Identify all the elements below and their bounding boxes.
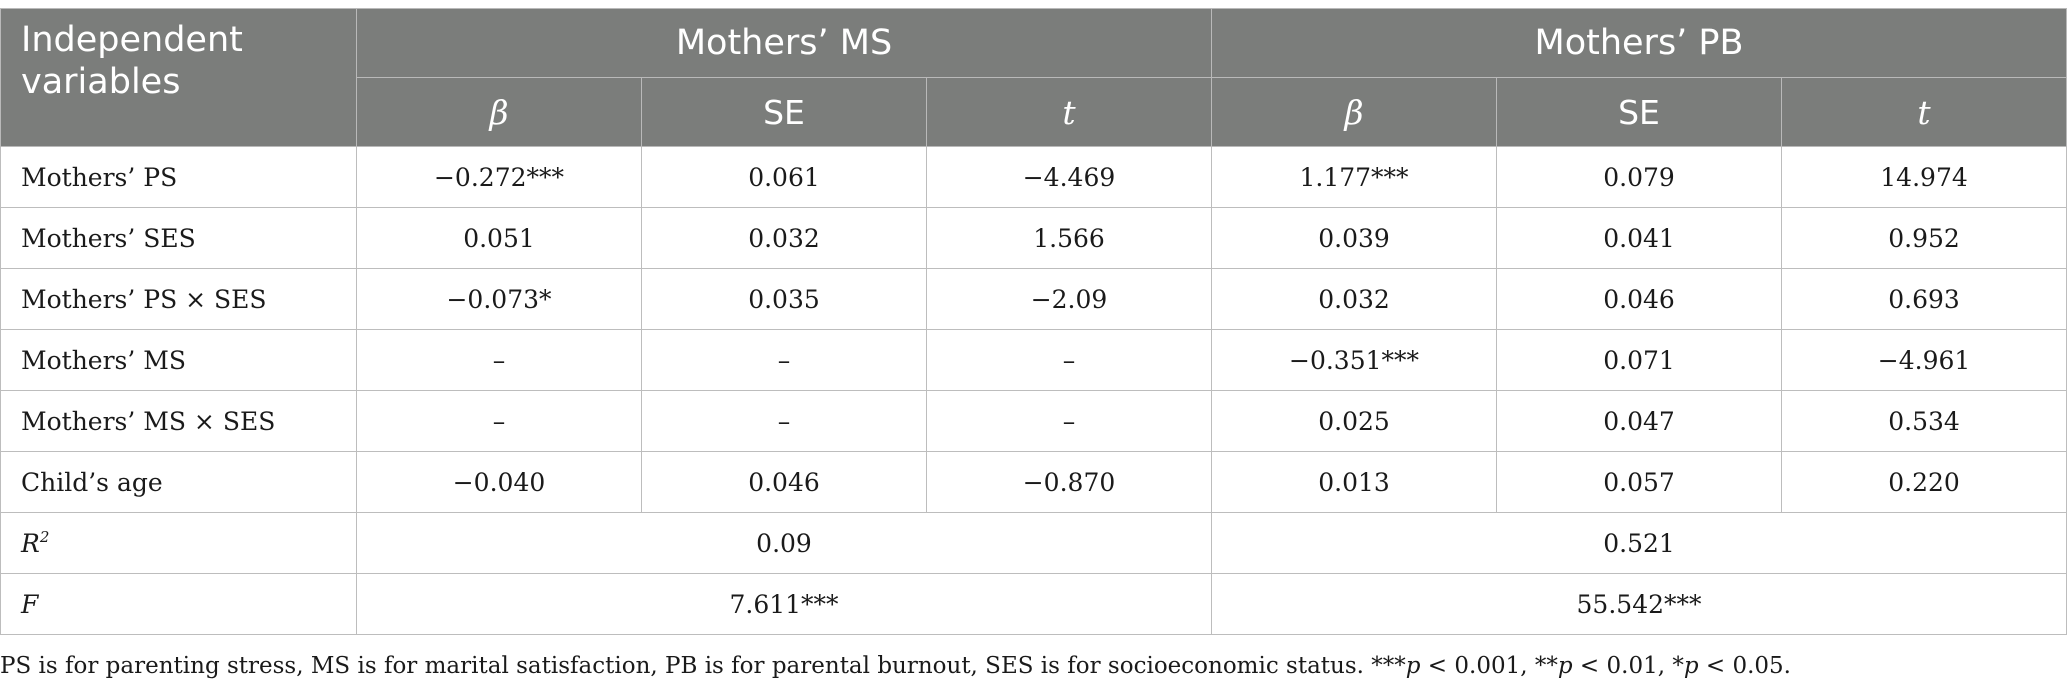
cell-pb-beta: 0.025 [1212,391,1497,452]
row-label: Mothers’ PS [1,147,357,208]
cell-pb-beta: 0.039 [1212,208,1497,269]
cell-pb-beta: 1.177*** [1212,147,1497,208]
header-ms-se: SE [642,78,927,147]
cell-ms-t: – [927,330,1212,391]
cell-pb-t: −4.961 [1782,330,2067,391]
table-footnote [0,653,1791,679]
table-row [1,269,2067,330]
row-label-f: F [1,574,357,635]
cell-ms-t: −0.870 [927,452,1212,513]
cell-ms-t: – [927,391,1212,452]
regression-table-container [0,8,2067,635]
cell-ms-beta: – [357,391,642,452]
row-label: Mothers’ PS × SES [1,269,357,330]
header-group-mothers-pb: Mothers’ PB [1212,9,2067,78]
cell-ms-se: 0.032 [642,208,927,269]
header-pb-t: t [1782,78,2067,147]
cell-pb-beta: 0.032 [1212,269,1497,330]
header-pb-beta: β [1212,78,1497,147]
footnote-stars-2: ** [1534,653,1558,679]
footnote-threshold-2: < 0.01, [1572,653,1673,679]
cell-ms-t: −4.469 [927,147,1212,208]
cell-pb-se: 0.079 [1497,147,1782,208]
regression-table [0,8,2067,635]
footnote-stars-3: *** [1371,653,1406,679]
table-row [1,391,2067,452]
cell-r2-ms: 0.09 [357,513,1212,574]
footnote-p-2: p [1557,653,1573,679]
cell-pb-se: 0.041 [1497,208,1782,269]
table-row [1,147,2067,208]
cell-ms-beta: 0.051 [357,208,642,269]
cell-ms-se: 0.061 [642,147,927,208]
row-label-r2 [1,513,357,574]
cell-pb-t: 0.693 [1782,269,2067,330]
cell-f-ms: 7.611*** [357,574,1212,635]
row-label: Mothers’ MS × SES [1,391,357,452]
cell-pb-t: 0.220 [1782,452,2067,513]
cell-pb-t: 0.952 [1782,208,2067,269]
r2-superscript: 2 [39,527,50,546]
cell-pb-t: 14.974 [1782,147,2067,208]
footnote-text: PS is for parenting stress, MS is for marital satisfaction, PB is for parental burnout, SES is for socioeconomic status. [0,653,1372,679]
cell-r2-pb: 0.521 [1212,513,2067,574]
row-label: Mothers’ MS [1,330,357,391]
cell-ms-beta: −0.073* [357,269,642,330]
header-pb-se: SE [1497,78,1782,147]
cell-ms-se: – [642,330,927,391]
table-row-r2 [1,513,2067,574]
cell-pb-t: 0.534 [1782,391,2067,452]
cell-ms-se: 0.046 [642,452,927,513]
footnote-threshold-3: < 0.05. [1698,653,1791,679]
row-label: Child’s age [1,452,357,513]
header-ms-t: t [927,78,1212,147]
header-independent-variables: Independent variables [1,9,357,147]
cell-pb-beta: 0.013 [1212,452,1497,513]
cell-pb-se: 0.047 [1497,391,1782,452]
footnote-p-1: p [1405,653,1421,679]
header-ms-beta: β [357,78,642,147]
cell-pb-se: 0.071 [1497,330,1782,391]
cell-ms-beta: −0.272*** [357,147,642,208]
footnote-threshold-1: < 0.001, [1420,653,1535,679]
r2-letter: R [21,528,40,558]
cell-ms-t: 1.566 [927,208,1212,269]
row-label: Mothers’ SES [1,208,357,269]
header-group-mothers-ms: Mothers’ MS [357,9,1212,78]
cell-ms-se: 0.035 [642,269,927,330]
cell-pb-se: 0.057 [1497,452,1782,513]
cell-pb-se: 0.046 [1497,269,1782,330]
cell-ms-beta: – [357,330,642,391]
table-row [1,452,2067,513]
table-row-f [1,574,2067,635]
cell-f-pb: 55.542*** [1212,574,2067,635]
cell-ms-t: −2.09 [927,269,1212,330]
cell-ms-se: – [642,391,927,452]
table-row [1,208,2067,269]
footnote-p-3: p [1683,653,1699,679]
table-row [1,330,2067,391]
footnote-stars-1: * [1672,653,1684,679]
cell-pb-beta: −0.351*** [1212,330,1497,391]
table-body [1,147,2067,635]
cell-ms-beta: −0.040 [357,452,642,513]
table-header [1,9,2067,147]
